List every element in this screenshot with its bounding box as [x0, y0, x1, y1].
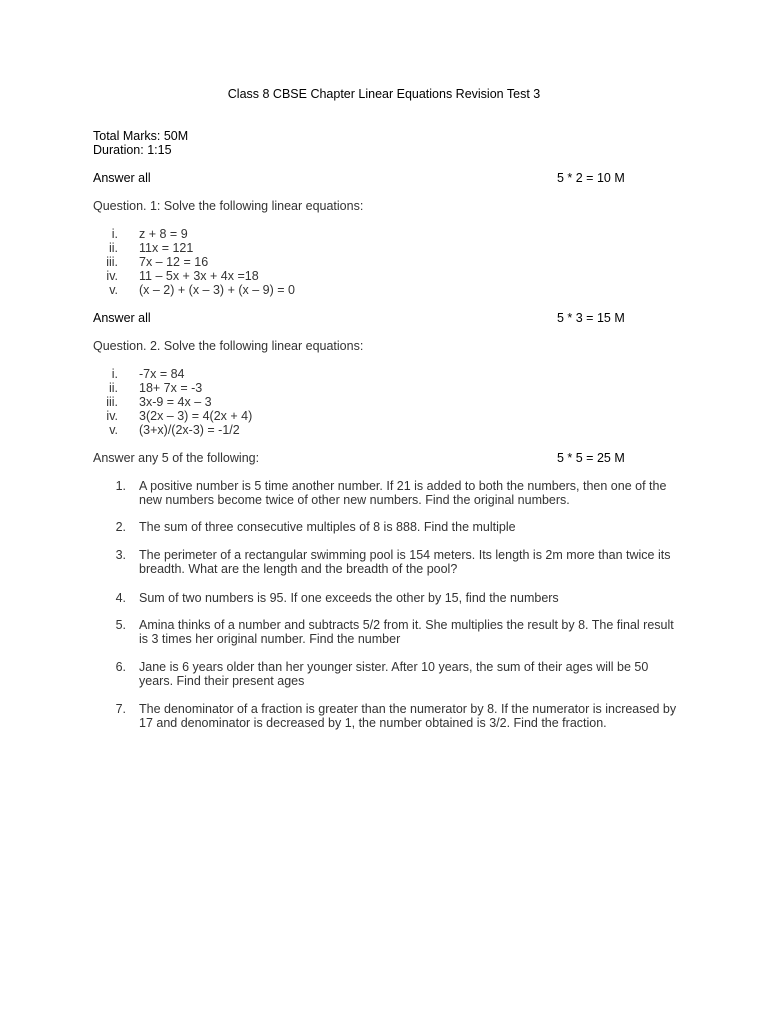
problem-number: 7.	[115, 702, 126, 716]
problem-number: 2.	[115, 520, 126, 534]
list-item-number: i.	[111, 227, 118, 241]
problem-number: 6.	[115, 660, 126, 674]
list-item-equation: (x – 2) + (x – 3) + (x – 9) = 0	[139, 283, 295, 297]
problem-text: Jane is 6 years older than her younger sister. After 10 years, the sum of their ages will be 50 years. Find their present ages	[139, 660, 649, 688]
section2-instruction: Answer all	[93, 311, 151, 325]
question-1-heading: Question. 1: Solve the following linear equations:	[93, 199, 364, 213]
problem-text: The perimeter of a rectangular swimming pool is 154 meters. Its length is 2m more than twice its breadth. What are the length and the breadth of the pool?	[139, 548, 671, 576]
section2-marks: 5 * 3 = 15 M	[557, 311, 625, 325]
list-item-equation: 11 – 5x + 3x + 4x =18	[139, 269, 259, 283]
problem-text: Amina thinks of a number and subtracts 5/2 from it. She multiplies the result by 8. The final result is 3 times her original number. Find the number	[139, 618, 674, 646]
list-item-equation: 18+ 7x = -3	[139, 381, 203, 395]
section1-marks: 5 * 2 = 10 M	[557, 171, 625, 185]
problem-number: 3.	[115, 548, 126, 562]
duration: Duration: 1:15	[93, 143, 172, 157]
list-item-number: v.	[109, 283, 118, 297]
problem-text: The sum of three consecutive multiples of 8 is 888. Find the multiple	[139, 520, 516, 534]
list-item-equation: 7x – 12 = 16	[139, 255, 209, 269]
problem-number: 1.	[115, 479, 126, 493]
list-item-equation: z + 8 = 9	[139, 227, 188, 241]
list-item-equation: -7x = 84	[139, 367, 185, 381]
problem-number: 4.	[115, 591, 126, 605]
problem-text: The denominator of a fraction is greater than the numerator by 8. If the numerator is increased by 17 and denominator is decreased by 1, the number obtained is 3/2. Find the fraction.	[139, 702, 677, 730]
list-item-number: iii.	[106, 395, 118, 409]
list-item-number: iv.	[106, 269, 118, 283]
problem-text: A positive number is 5 time another number. If 21 is added to both the numbers, then one of the new numbers become twice of other new numbers. Find the original numbers.	[139, 479, 667, 507]
list-item-number: ii.	[108, 381, 118, 395]
document-title: Class 8 CBSE Chapter Linear Equations Revision Test 3	[227, 87, 541, 101]
question-2-heading: Question. 2. Solve the following linear equations:	[93, 339, 364, 353]
list-item-number: i.	[111, 367, 118, 381]
problem-number: 5.	[115, 618, 126, 632]
list-item-number: v.	[109, 423, 118, 437]
problem-text: Sum of two numbers is 95. If one exceeds the other by 15, find the numbers	[139, 591, 559, 605]
section3-marks: 5 * 5 = 25 M	[557, 451, 625, 465]
list-item-equation: 3(2x – 3) = 4(2x + 4)	[139, 409, 253, 423]
total-marks: Total Marks: 50M	[93, 129, 189, 143]
list-item-number: ii.	[108, 241, 118, 255]
list-item-equation: 11x = 121	[139, 241, 194, 255]
list-item-number: iii.	[106, 255, 118, 269]
list-item-number: iv.	[106, 409, 118, 423]
section3-instruction: Answer any 5 of the following:	[93, 451, 260, 465]
section1-instruction: Answer all	[93, 171, 151, 185]
list-item-equation: 3x-9 = 4x – 3	[139, 395, 212, 409]
list-item-equation: (3+x)/(2x-3) = -1/2	[139, 423, 240, 437]
